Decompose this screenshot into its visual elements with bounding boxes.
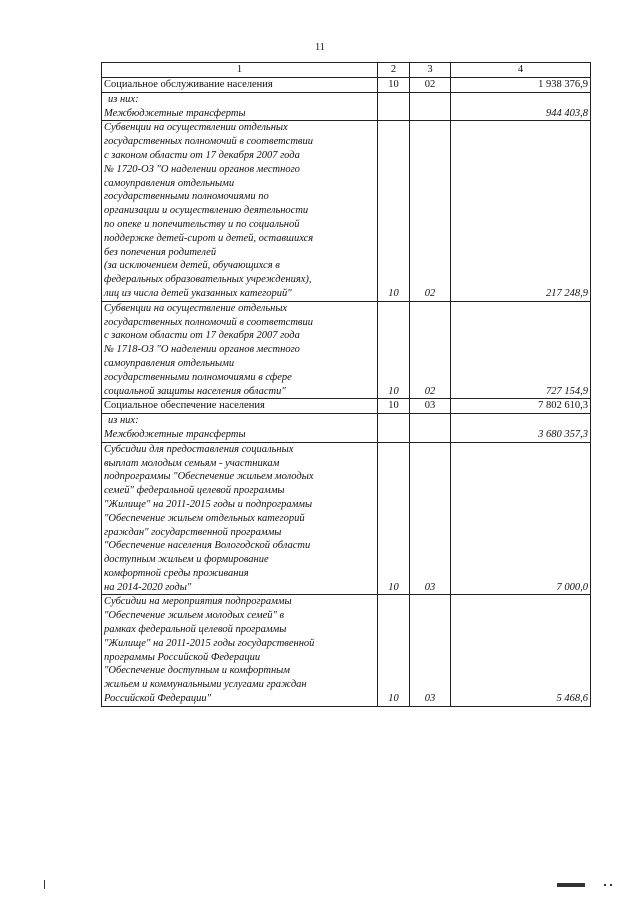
row-subsection (410, 92, 451, 121)
row-name: Субвенции на осуществление отдельных государственных полномочий в соответствии с законом области от 17 декабря 2007 года № 1718-ОЗ "О наделении органов местного самоуправления отдельными государственными полномочиями в сфере социальной защиты населения области" (102, 301, 378, 399)
row-name-cell (102, 92, 378, 121)
row-name: Субсидии на мероприятия подпрограммы "Обеспечение жильем молодых семей" в рамках федеральной целевой программы "Жилище" на 2011-2015 годы государственной программы Российской Федерации "Обеспечение доступным и комфортным жильем и коммунальными услугами граждан Российской Федерации" (102, 595, 378, 706)
row-name: Межбюджетные трансферты (104, 428, 246, 440)
scan-mark-dot (604, 884, 606, 886)
row-subsection: 03 (410, 595, 451, 706)
row-amount: 1 938 376,9 (451, 78, 591, 93)
table-header-row (102, 63, 591, 78)
row-amount: 3 680 357,3 (451, 414, 591, 443)
scan-mark-dot (610, 884, 612, 886)
row-subsection (410, 414, 451, 443)
row-section: 10 (378, 442, 410, 595)
row-amount: 727 154,9 (451, 301, 591, 399)
column-header-2: 2 (378, 63, 410, 78)
row-name: Субвенции на осуществлении отдельных государственных полномочий в соответствии с законом области от 17 декабря 2007 года № 1720-ОЗ "О наделении органов местного самоуправления отдельными государственными полномочиями по организации и осуществлению деятельности по опеке и попечительству и по социальной поддержке детей-сирот и детей, оставшихся без попечения родителей (за исключением детей, обучающихся в федеральных образовательных учреждениях), лиц из числа детей указанных категорий" (102, 121, 378, 301)
table-row (102, 414, 591, 443)
table-row (102, 595, 591, 706)
row-amount: 5 468,6 (451, 595, 591, 706)
row-name: Субсидии для предоставления социальных выплат молодым семьям - участникам подпрограммы "Обеспечение жильем молодых семей" федеральной целевой программы "Жилище" на 2011-2015 годы и подпрограммы "Обеспечение жильем отдельных категорий граждан" государственной программы "Обеспечение населения Вологодской области доступным жильем и формирование комфортной среды проживания на 2014-2020 годы" (102, 442, 378, 595)
row-section: 10 (378, 301, 410, 399)
row-section: 10 (378, 78, 410, 93)
row-section: 10 (378, 595, 410, 706)
row-intro: из них: (108, 415, 139, 427)
row-subsection: 02 (410, 78, 451, 93)
row-section (378, 414, 410, 443)
column-header-3: 3 (410, 63, 451, 78)
row-section: 10 (378, 399, 410, 414)
scan-mark-left (44, 880, 45, 889)
table-row (102, 301, 591, 399)
table-row (102, 121, 591, 301)
row-subsection: 02 (410, 121, 451, 301)
column-header-4: 4 (451, 63, 591, 78)
column-header-1: 1 (102, 63, 378, 78)
row-subsection: 03 (410, 442, 451, 595)
row-section: 10 (378, 121, 410, 301)
row-subsection: 03 (410, 399, 451, 414)
row-amount: 944 403,8 (451, 92, 591, 121)
table-row (102, 92, 591, 121)
table-row (102, 442, 591, 595)
row-name: Социальное обслуживание населения (102, 78, 378, 93)
row-section (378, 92, 410, 121)
budget-table (101, 62, 591, 707)
scan-mark-bar (557, 883, 585, 887)
row-name-cell (102, 414, 378, 443)
table-row (102, 399, 591, 414)
row-name: Социальное обеспечение населения (102, 399, 378, 414)
row-amount: 217 248,9 (451, 121, 591, 301)
row-intro: из них: (108, 93, 139, 105)
row-name: Межбюджетные трансферты (104, 107, 246, 119)
row-subsection: 02 (410, 301, 451, 399)
row-amount: 7 000,0 (451, 442, 591, 595)
row-amount: 7 802 610,3 (451, 399, 591, 414)
page-number: 11 (315, 42, 325, 53)
table-row (102, 78, 591, 93)
